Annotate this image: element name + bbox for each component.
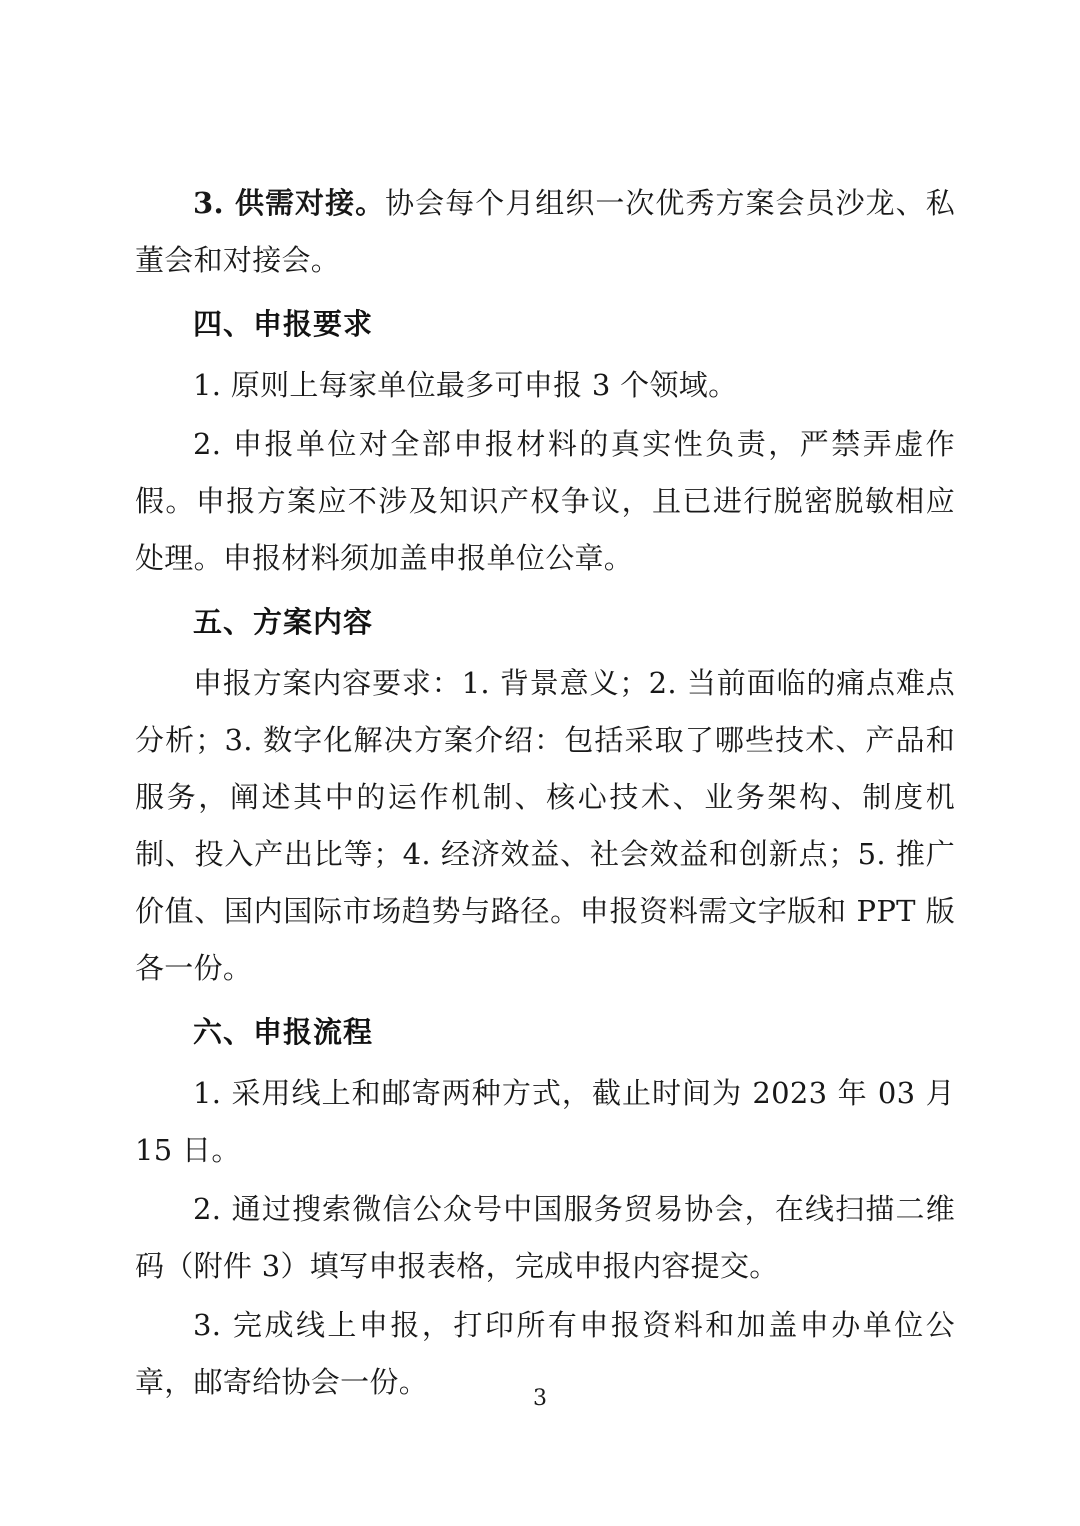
heading-section-five: 五、方案内容 <box>193 605 374 639</box>
heading-section-four: 四、申报要求 <box>193 307 374 341</box>
paragraph-requirement-2: 2. 申报单位对全部申报材料的真实性负责，严禁弄虚作假。申报方案应不涉及知识产权争议，且已进行脱密脱敏相应处理。申报材料须加盖申报单位公章。 <box>135 427 955 575</box>
paragraph-process-2: 2. 通过搜索微信公众号中国服务贸易协会，在线扫描二维码（附件 3）填写申报表格，完成申报内容提交。 <box>135 1192 955 1283</box>
document-body <box>135 175 955 1413</box>
paragraph-plan-content: 申报方案内容要求：1. 背景意义；2. 当前面临的痛点难点分析；3. 数字化解决方案介绍：包括采取了哪些技术、产品和服务，阐述其中的运作机制、核心技术、业务架构、制度机制、投入产出比等；4. 经济效益、社会效益和创新点；5. 推广价值、国内国际市场趋势与路径。申报资料需文字版和 PPT 版各一份。 <box>135 666 955 985</box>
heading-section-six: 六、申报流程 <box>193 1015 374 1049</box>
paragraph-bold-prefix: 3. 供需对接。 <box>193 186 386 220</box>
paragraph-requirement-1: 1. 原则上每家单位最多可申报 3 个领域。 <box>193 368 738 402</box>
paragraph-supply-demand <box>135 175 955 289</box>
paragraph-text: 协会每个月组织一次优秀方案会员沙龙、私董会和对接会。 <box>135 186 955 277</box>
paragraph-process-3: 3. 完成线上申报，打印所有申报资料和加盖申办单位公章，邮寄给协会一份。 <box>135 1308 955 1399</box>
paragraph-process-1: 1. 采用线上和邮寄两种方式，截止时间为 2023 年 03 月 15 日。 <box>135 1076 955 1167</box>
page-number: 3 <box>533 1386 547 1411</box>
